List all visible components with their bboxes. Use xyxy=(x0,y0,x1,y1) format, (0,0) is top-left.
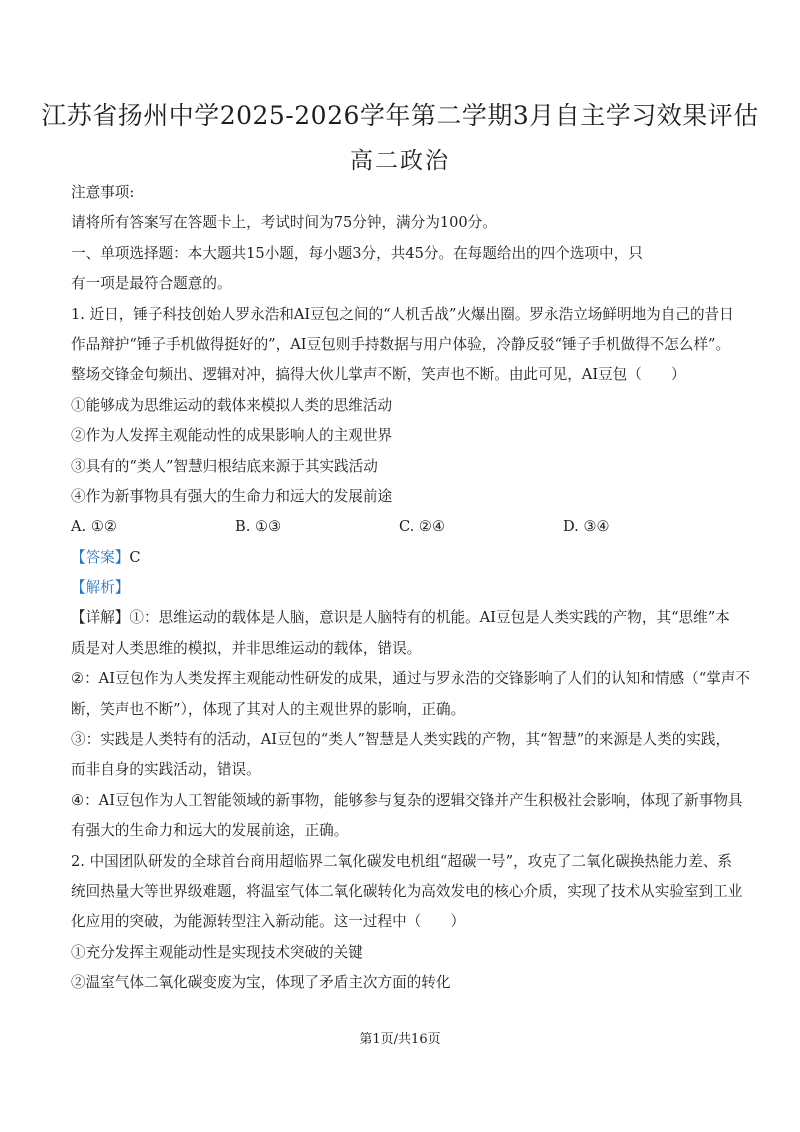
detail-tag: 【详解】 xyxy=(71,609,130,627)
q1-explanation-line: ③：实践是人类特有的活动，AI豆包的“类人”智慧是人类实践的产物，其“智慧”的来源是人类的实践， xyxy=(71,731,731,749)
q1-option-b: B. ①③ xyxy=(235,518,282,536)
q1-explanation-text: ①：思维运动的载体是人脑，意识是人脑特有的机能。AI豆包是人类实践的产物，其“思维”本 xyxy=(129,609,730,627)
q1-analysis-line xyxy=(71,573,737,603)
q1-stem-line: 作品辩护“锤子手机做得挺好的”，AI豆包则手持数据与用户体验，冷静反驳“锤子手机做得不怎么样”。 xyxy=(71,335,731,353)
q1-answer-line xyxy=(71,543,737,573)
analysis-tag: 【解析】 xyxy=(71,579,130,597)
q1-stem-line: 整场交锋金句频出、逻辑对冲，搞得大伙儿掌声不断，笑声也不断。由此可见，AI豆包（ ） xyxy=(71,366,686,384)
q1-explanation-line: ④：AI豆包作为人工智能领域的新事物，能够参与复杂的逻辑交锋并产生积极社会影响，体现了新事物具 xyxy=(71,791,743,809)
q2-stem-line: 统回热量大等世界级难题，将温室气体二氧化碳转化为高效发电的核心介质，实现了技术从实验室到工业 xyxy=(71,882,743,900)
q2-item: ②温室气体二氧化碳变废为宝，体现了矛盾主次方面的转化 xyxy=(71,974,451,992)
q1-option-c: C. ②④ xyxy=(399,518,446,536)
document-body xyxy=(71,178,750,999)
q1-explanation-line: ②：AI豆包作为人类发挥主观能动性研发的成果，通过与罗永浩的交锋影响了人们的认知和情感（“掌声不 xyxy=(71,670,750,688)
q1-explanation-line: 有强大的生命力和远大的发展前途，正确。 xyxy=(71,822,349,840)
q1-answer: C xyxy=(129,548,141,566)
document-title: 江苏省扬州中学2025-2026学年第二学期3月自主学习效果评估 xyxy=(41,101,759,130)
q1-explanation-line xyxy=(71,603,737,633)
section-heading-continued: 有一项是最符合题意的。 xyxy=(71,275,232,293)
q1-item: ③具有的“类人”智慧归根结底来源于其实践活动 xyxy=(71,457,378,475)
q1-explanation-line: 断，笑声也不断”），体现了其对人的主观世界的影响，正确。 xyxy=(71,700,466,718)
q1-item: ①能够成为思维运动的载体来模拟人类的思维活动 xyxy=(71,396,393,414)
q1-option-a: A. ①② xyxy=(71,518,117,536)
notice-text: 请将所有答案写在答题卡上，考试时间为75分钟，满分为100分。 xyxy=(71,214,497,232)
q2-item: ①充分发挥主观能动性是实现技术突破的关键 xyxy=(71,943,363,961)
q1-stem-line: 1. 近日，锤子科技创始人罗永浩和AI豆包之间的“人机舌战”火爆出圈。罗永浩立场鲜明地为自己的昔日 xyxy=(71,305,734,323)
q1-explanation-line: 而非自身的实践活动，错误。 xyxy=(71,761,261,779)
q1-explanation-line: 质是对人类思维的模拟，并非思维运动的载体，错误。 xyxy=(71,639,422,657)
q1-options xyxy=(71,512,737,542)
section-heading: 一、单项选择题：本大题共15小题，每小题3分，共45分。在每题给出的四个选项中，只 xyxy=(71,244,643,262)
q2-stem-line: 2. 中国团队研发的全球首台商用超临界二氧化碳发电机组“超碳一号”，攻克了二氧化碳换热能力差、系 xyxy=(71,852,733,870)
q1-item: ②作为人发挥主观能动性的成果影响人的主观世界 xyxy=(71,427,393,445)
document-subtitle: 高二政治 xyxy=(350,148,450,174)
q2-stem-line: 化应用的突破，为能源转型注入新动能。这一过程中（ ） xyxy=(71,913,466,931)
q1-item: ④作为新事物具有强大的生命力和远大的发展前途 xyxy=(71,487,393,505)
page-number: 第1页/共16页 xyxy=(359,1032,441,1047)
notice-heading: 注意事项: xyxy=(71,184,135,201)
q1-option-d: D. ③④ xyxy=(563,518,610,536)
answer-tag: 【答案】 xyxy=(71,548,130,566)
